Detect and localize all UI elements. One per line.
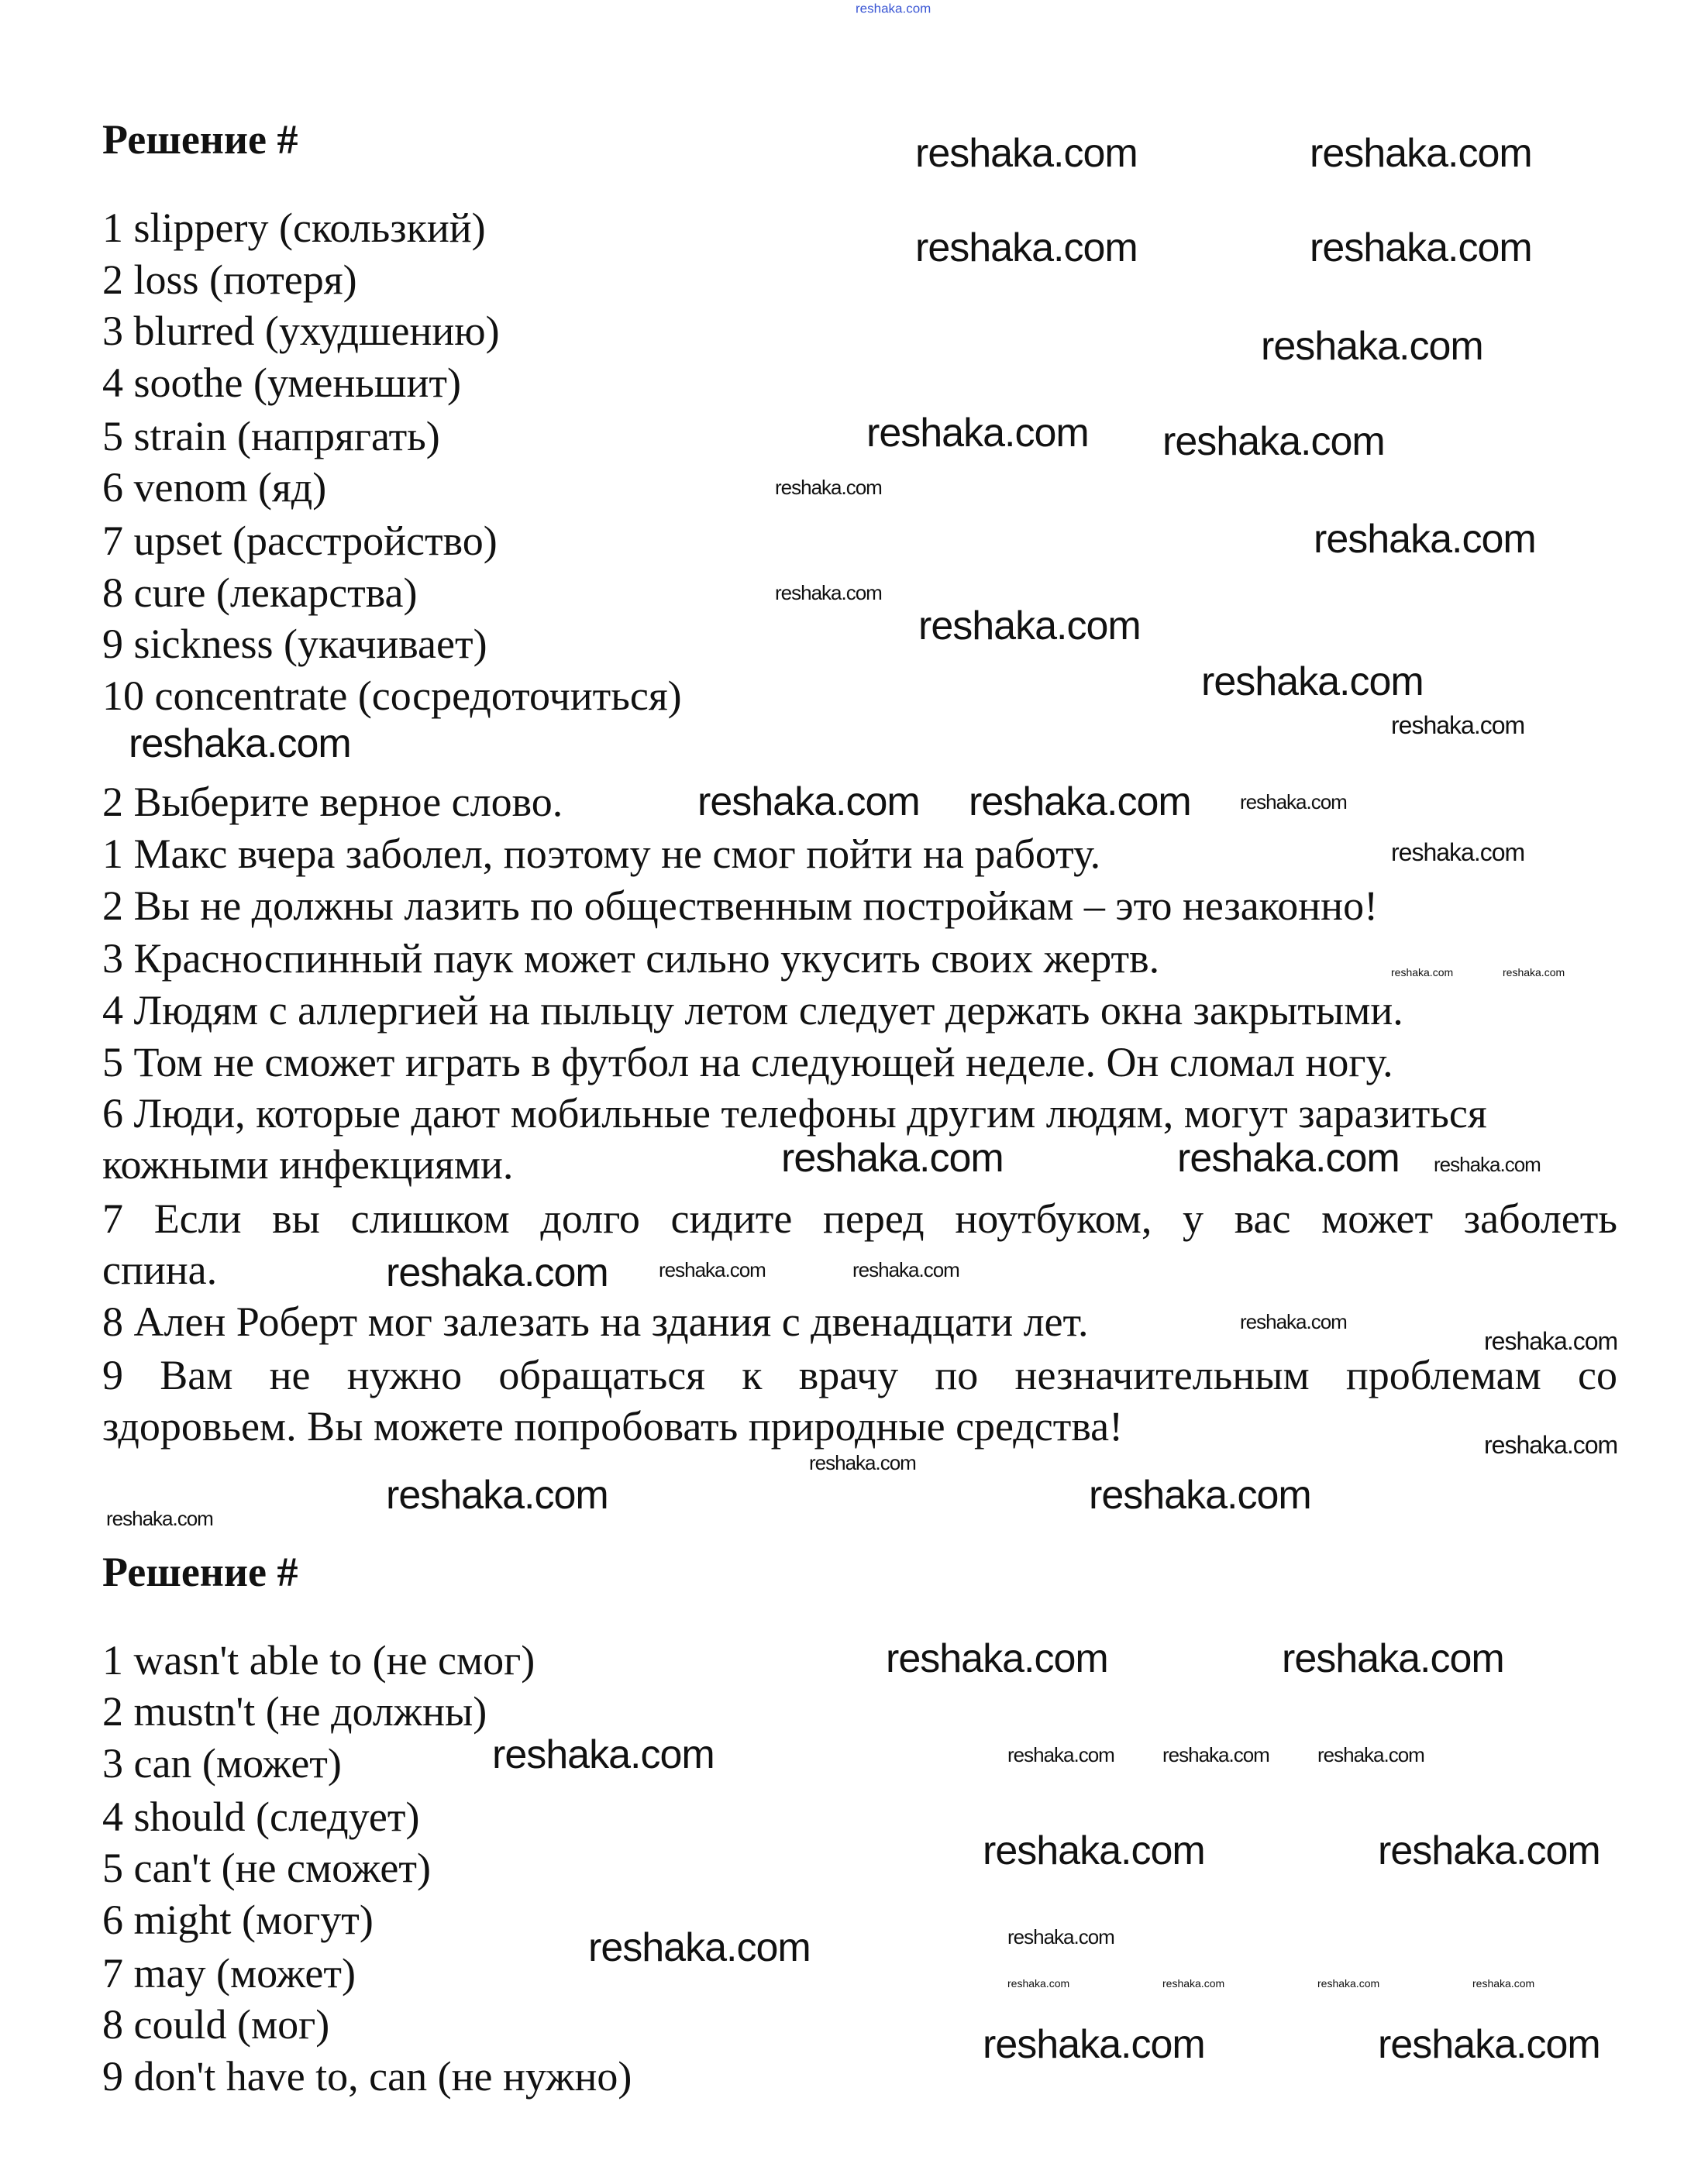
answer-item: 9 don't have to, can (не нужно) xyxy=(102,2053,632,2100)
answer-item: 7 upset (расстройство) xyxy=(102,518,498,564)
watermark-text: reshaka.com xyxy=(1434,1153,1541,1176)
sentence-line: кожными инфекциями. xyxy=(102,1141,514,1188)
watermark-text: reshaka.com xyxy=(1007,1925,1114,1948)
sentence-line: спина. xyxy=(102,1247,218,1293)
watermark-text: reshaka.com xyxy=(697,779,920,824)
watermark-text: reshaka.com xyxy=(1317,1977,1380,1990)
answer-item: 6 venom (яд) xyxy=(102,464,327,511)
answer-item: 1 wasn't able to (не смог) xyxy=(102,1637,535,1684)
watermark-text: reshaka.com xyxy=(1310,225,1532,270)
sentence-line: 3 Красноспинный паук может сильно укусить своих жертв. xyxy=(102,935,1160,982)
watermark-text: reshaka.com xyxy=(969,779,1191,824)
watermark-text: reshaka.com xyxy=(1310,131,1532,176)
watermark-text: reshaka.com xyxy=(1089,1473,1311,1518)
section1-heading: Решение # xyxy=(102,116,298,163)
watermark-text: reshaka.com xyxy=(1484,1327,1618,1355)
sentence-line: здоровьем. Вы можете попробовать природные средства! xyxy=(102,1403,1124,1450)
answer-item: 4 should (следует) xyxy=(102,1794,420,1840)
answer-item: 1 slippery (скользкий) xyxy=(102,205,486,251)
watermark-text: reshaka.com xyxy=(1240,1310,1347,1333)
answer-item: 2 loss (потеря) xyxy=(102,256,357,303)
answer-item: 5 strain (напрягать) xyxy=(102,413,440,459)
sentence-line: 6 Люди, которые дают мобильные телефоны другим людям, могут заразиться xyxy=(102,1090,1487,1137)
watermark-text: reshaka.com xyxy=(1317,1743,1424,1766)
watermark-text: reshaka.com xyxy=(1007,1743,1114,1766)
watermark-text: reshaka.com xyxy=(1503,966,1565,979)
watermark-text: reshaka.com xyxy=(983,1828,1205,1873)
watermark-text: reshaka.com xyxy=(1472,1977,1535,1990)
answer-item: 8 cure (лекарства) xyxy=(102,569,418,616)
watermark-text: reshaka.com xyxy=(1261,324,1483,369)
watermark-text: reshaka.com xyxy=(1007,1977,1070,1990)
watermark-text: reshaka.com xyxy=(775,476,882,499)
answer-item: 3 can (может) xyxy=(102,1740,342,1787)
answer-item: 9 sickness (укачивает) xyxy=(102,621,487,667)
answer-item: 3 blurred (ухудшению) xyxy=(102,308,500,354)
watermark-text: reshaka.com xyxy=(1314,517,1536,562)
watermark-text: reshaka.com xyxy=(856,1,931,16)
sentence-line: 2 Вы не должны лазить по общественным постройкам – это незаконно! xyxy=(102,882,1379,929)
watermark-text: reshaka.com xyxy=(1240,790,1347,813)
watermark-text: reshaka.com xyxy=(1282,1636,1504,1681)
answer-item: 6 might (могут) xyxy=(102,1897,374,1943)
answer-item: 10 concentrate (сосредоточиться) xyxy=(102,672,682,719)
sentence-line: 7 Если вы слишком долго сидите перед ноутбуком, у вас может заболеть xyxy=(102,1195,1617,1242)
watermark-text: reshaka.com xyxy=(1378,2022,1600,2067)
watermark-text: reshaka.com xyxy=(492,1732,715,1777)
sentence-line: 9 Вам не нужно обращаться к врачу по незначительным проблемам со xyxy=(102,1352,1617,1398)
watermark-text: reshaka.com xyxy=(1162,1743,1269,1766)
watermark-text: reshaka.com xyxy=(1391,966,1454,979)
answer-item: 7 may (может) xyxy=(102,1950,356,1997)
sentence-line: 1 Макс вчера заболел, поэтому не смог пойти на работу. xyxy=(102,831,1101,877)
watermark-text: reshaka.com xyxy=(915,225,1138,270)
watermark-text: reshaka.com xyxy=(886,1636,1108,1681)
sentence-line: 5 Том не сможет играть в футбол на следующей неделе. Он сломал ногу. xyxy=(102,1039,1393,1085)
watermark-text: reshaka.com xyxy=(866,411,1089,456)
watermark-text: reshaka.com xyxy=(983,2022,1205,2067)
answer-item: 4 soothe (уменьшит) xyxy=(102,359,461,406)
watermark-text: reshaka.com xyxy=(386,1473,608,1518)
watermark-text: reshaka.com xyxy=(775,581,882,604)
watermark-text: reshaka.com xyxy=(659,1258,766,1281)
watermark-text: reshaka.com xyxy=(129,721,351,766)
watermark-text: reshaka.com xyxy=(386,1250,608,1295)
watermark-text: reshaka.com xyxy=(915,131,1138,176)
sentence-line: 8 Ален Роберт мог залезать на здания с двенадцати лет. xyxy=(102,1298,1089,1345)
watermark-text: reshaka.com xyxy=(1177,1136,1400,1181)
watermark-text: reshaka.com xyxy=(1201,659,1424,704)
watermark-text: reshaka.com xyxy=(1484,1431,1618,1459)
watermark-text: reshaka.com xyxy=(1162,1977,1225,1990)
section3-heading: Решение # xyxy=(102,1549,298,1595)
answer-item: 8 could (мог) xyxy=(102,2001,330,2048)
watermark-text: reshaka.com xyxy=(588,1925,811,1970)
watermark-text: reshaka.com xyxy=(1391,711,1525,739)
watermark-text: reshaka.com xyxy=(106,1507,213,1530)
watermark-text: reshaka.com xyxy=(1378,1828,1600,1873)
sentence-line: 4 Людям с аллергией на пыльцу летом следует держать окна закрытыми. xyxy=(102,987,1403,1034)
watermark-text: reshaka.com xyxy=(852,1258,959,1281)
watermark-text: reshaka.com xyxy=(1391,838,1525,866)
watermark-text: reshaka.com xyxy=(809,1451,916,1474)
watermark-text: reshaka.com xyxy=(918,604,1141,648)
exercise2-title: 2 Выберите верное слово. xyxy=(102,779,563,825)
watermark-text: reshaka.com xyxy=(781,1136,1004,1181)
watermark-text: reshaka.com xyxy=(1162,419,1385,464)
answer-item: 2 mustn't (не должны) xyxy=(102,1688,487,1735)
answer-item: 5 can't (не сможет) xyxy=(102,1845,431,1891)
